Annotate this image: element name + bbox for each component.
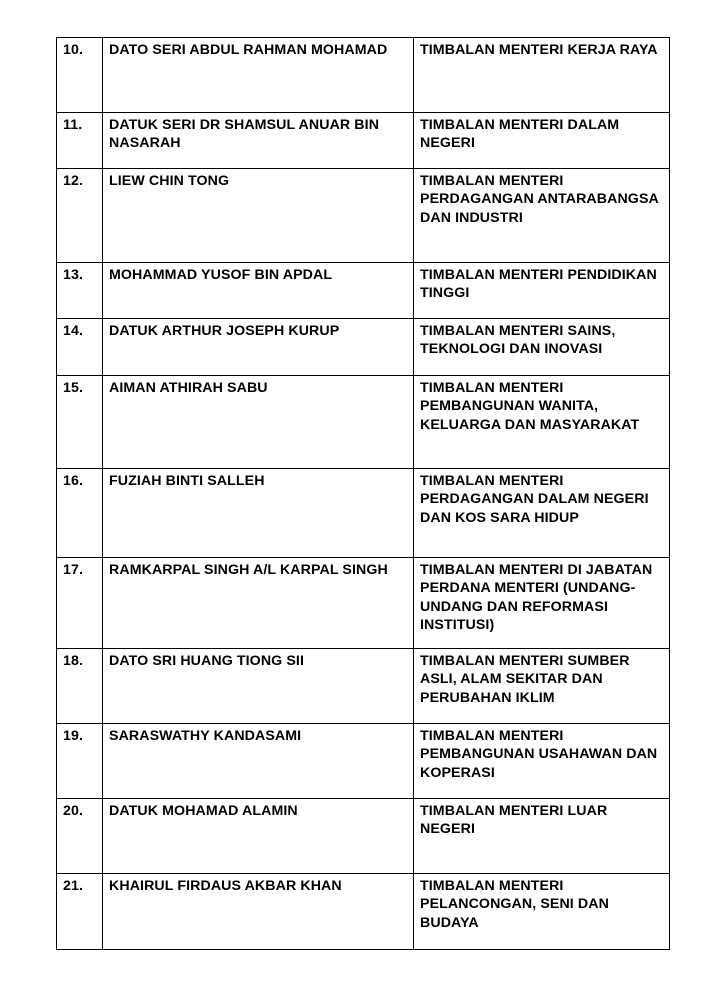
appointee-post: TIMBALAN MENTERI KERJA RAYA [414,38,670,113]
row-number: 15. [57,376,103,469]
appointee-post: TIMBALAN MENTERI SAINS, TEKNOLOGI DAN INOVASI [414,319,670,376]
row-number: 19. [57,724,103,799]
table-row [57,799,670,874]
appointee-post: TIMBALAN MENTERI LUAR NEGERI [414,799,670,874]
appointee-post: TIMBALAN MENTERI PEMBANGUNAN USAHAWAN DAN KOPERASI [414,724,670,799]
appointee-post: TIMBALAN MENTERI PENDIDIKAN TINGGI [414,263,670,319]
appointee-name: MOHAMMAD YUSOF BIN APDAL [103,263,414,319]
appointee-name: AIMAN ATHIRAH SABU [103,376,414,469]
row-number: 12. [57,169,103,263]
table-row [57,38,670,113]
row-number: 20. [57,799,103,874]
table-row [57,169,670,263]
table-row [57,649,670,724]
appointee-post: TIMBALAN MENTERI SUMBER ASLI, ALAM SEKITAR DAN PERUBAHAN IKLIM [414,649,670,724]
appointee-post: TIMBALAN MENTERI DI JABATAN PERDANA MENTERI (UNDANG-UNDANG DAN REFORMASI INSTITUSI) [414,558,670,649]
table-row [57,263,670,319]
appointee-post: TIMBALAN MENTERI PERDAGANGAN ANTARABANGSA DAN INDUSTRI [414,169,670,263]
row-number: 13. [57,263,103,319]
row-number: 18. [57,649,103,724]
table-row [57,874,670,950]
appointee-name: RAMKARPAL SINGH A/L KARPAL SINGH [103,558,414,649]
appointee-name: DATUK SERI DR SHAMSUL ANUAR BIN NASARAH [103,113,414,169]
appointee-name: KHAIRUL FIRDAUS AKBAR KHAN [103,874,414,950]
table-row [57,376,670,469]
table-row [57,469,670,558]
table-row [57,319,670,376]
appointee-post: TIMBALAN MENTERI DALAM NEGERI [414,113,670,169]
appointee-post: TIMBALAN MENTERI PERDAGANGAN DALAM NEGERI DAN KOS SARA HIDUP [414,469,670,558]
appointee-name: SARASWATHY KANDASAMI [103,724,414,799]
appointments-table [56,37,670,950]
row-number: 11. [57,113,103,169]
appointments-table-body [57,38,670,950]
table-row [57,558,670,649]
appointee-name: DATUK ARTHUR JOSEPH KURUP [103,319,414,376]
appointee-name: DATUK MOHAMAD ALAMIN [103,799,414,874]
row-number: 10. [57,38,103,113]
row-number: 14. [57,319,103,376]
row-number: 16. [57,469,103,558]
row-number: 21. [57,874,103,950]
appointee-post: TIMBALAN MENTERI PEMBANGUNAN WANITA, KELUARGA DAN MASYARAKAT [414,376,670,469]
appointee-name: FUZIAH BINTI SALLEH [103,469,414,558]
appointee-name: LIEW CHIN TONG [103,169,414,263]
table-row [57,724,670,799]
appointee-post: TIMBALAN MENTERI PELANCONGAN, SENI DAN BUDAYA [414,874,670,950]
appointee-name: DATO SERI ABDUL RAHMAN MOHAMAD [103,38,414,113]
table-row [57,113,670,169]
row-number: 17. [57,558,103,649]
appointee-name: DATO SRI HUANG TIONG SII [103,649,414,724]
